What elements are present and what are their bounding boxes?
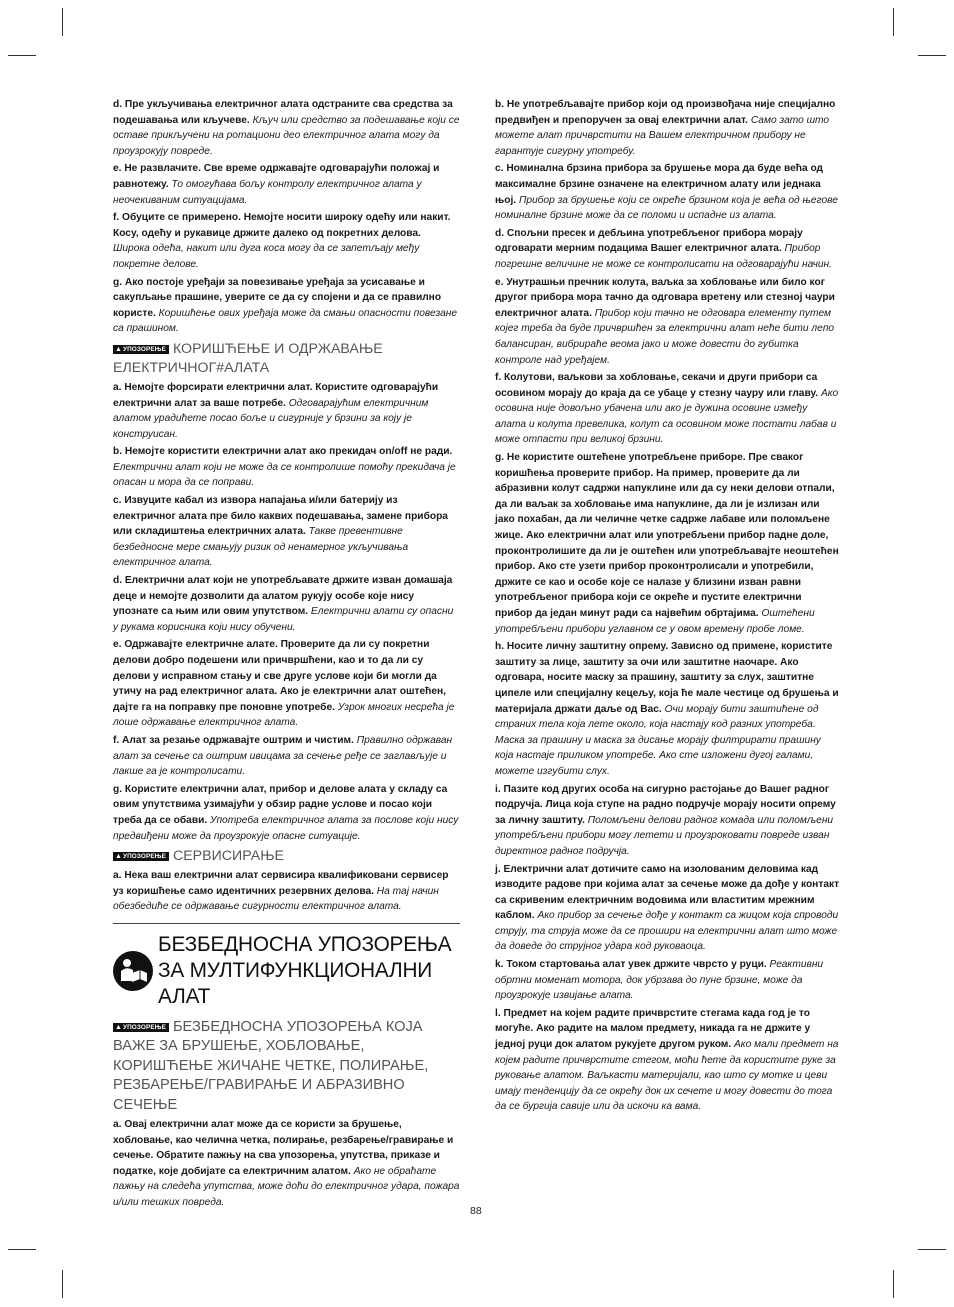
item-instruction: d. Пре укључивања електричног алата одстраните сва средства за подешавања или кључеве. xyxy=(113,99,453,126)
item-explanation: Ако мали предмет на којем радите причврстите стегом, моћи ћете да користите руке за руковање алатом. Ваљкасти материјали, као што су мотке и цеви имају тенденцију да се окрећу док их сечете и могу довести до тога да се бургија савије или да искочи ка вама. xyxy=(495,1039,839,1113)
warning-badge: ▲УПОЗОРЕЊЕ xyxy=(113,345,169,354)
list-item xyxy=(495,862,840,956)
right-items xyxy=(495,97,840,1115)
main-title: БЕЗБЕДНОСНА УПОЗОРЕЊА ЗА МУЛТИФУНКЦИОНАЛНИ АЛАТ xyxy=(158,932,452,1008)
crop-mark xyxy=(8,55,36,56)
item-instruction: a. Немојте форсирати електрични алат. Користите одговарајући електрични алат за ваше потребе. xyxy=(113,381,439,409)
item-explanation: Широка одећа, накит или дуга коса могу да се запетљају међу покретне делове. xyxy=(113,243,420,270)
section-heading-service: ▲УПОЗОРЕЊЕ СЕРВИСИРАЊЕ xyxy=(115,848,284,865)
item-explanation: Правилно одржаван алат за сечење са оштрим ивицама за сечење ређе се заглављује и лакше га је контролисати. xyxy=(113,734,453,778)
grinding-items xyxy=(113,1117,460,1211)
item-explanation: Коришћење ових уређаја може да смањи опасности повезане са прашином. xyxy=(113,307,458,335)
list-item xyxy=(113,161,460,208)
item-instruction: l. Предмет на којем радите причврстите стегама када год је то могуће. Ако радите на малом предмету, никада га не држите у једној руци док алатом рукујете другом руком. xyxy=(495,1007,811,1051)
item-explanation: То омогућава бољу контролу електричног алата у неочекиваним ситуацијама. xyxy=(113,178,422,206)
warning-triangle-icon: ▲ xyxy=(115,1023,123,1031)
crop-mark xyxy=(918,1249,946,1250)
item-explanation: Такве превентивне безбедносне мере смањују ризик од ненамерног укључивања електричног алата. xyxy=(113,526,409,569)
item-explanation: Ако не обраћате пажњу на следећа упутства, може доћи до електричног удара, пожара и/или тешких повреда. xyxy=(113,1165,460,1208)
list-item xyxy=(495,450,840,637)
list-item xyxy=(495,226,840,273)
list-item xyxy=(495,161,840,223)
page-number: 88 xyxy=(470,1205,482,1217)
item-instruction: b. Не употребљавајте прибор који од произвођача није специјално предвиђен и препоручен за овај електрични алат. xyxy=(495,99,836,126)
item-instruction: a. Нека ваш електрични алат сервисира квалификовани сервисер уз коришћење само идентичних резервних делова. xyxy=(113,870,449,897)
list-item xyxy=(113,493,460,571)
item-explanation: Ако осовина није довољно убачена или ако је дужина осовине између алата и колута превелика, колут са осовином може постати лабав и може отпасти при великој брзини. xyxy=(495,387,839,446)
item-explanation: Електрични алат који не може да се контролише помоћу прекидача је опасан и мора да се поправи. xyxy=(113,461,456,489)
section-heading-grinding: ▲УПОЗОРЕЊЕ БЕЗБЕДНОСНА УПОЗОРЕЊА КОЈА ВАЖЕ ЗА БРУШЕЊЕ, ХОБЛОВАЊЕ, КОРИШЋЕЊЕ ЖИЧАНЕ ЧЕТКЕ, ПОЛИРАЊЕ, РЕЗБАРЕЊЕ/ГРАВИРАЊЕ И АБРАЗИВНО СЕЧЕЊЕ xyxy=(113,1018,429,1113)
crop-mark xyxy=(62,8,63,36)
item-explanation: Прибор за брушење који се окреће брзином која је већа од његове номиналне брзине може да се поломи и испадне из алата. xyxy=(495,194,838,222)
warning-badge: ▲УПОЗОРЕЊЕ xyxy=(113,852,169,861)
item-explanation: Прибор који тачно не одговара елементу путем којег треба да буде причвршћен за електрични алат неће бити лепо балансиран, вибрираће веома јако и може довести до губитка контроле над уређајем. xyxy=(495,307,835,366)
item-explanation: Кључ или средство за подешавање који се оставе прикључени на ротациони део електричног алата могу да проузрокују повреде. xyxy=(113,114,460,157)
item-instruction: d. Електрични алат који не употребљавате држите изван домашаја деце и немојте дозволити да алатом рукују особе које нису упознате са њим или овим упутством. xyxy=(113,575,453,618)
list-item xyxy=(495,97,840,159)
item-instruction: d. Спољни пресек и дебљина употребљеног прибора морају одговарати мерним подацима Вашег електричног алата. xyxy=(495,227,803,255)
item-explanation: Реактивни обртни моменат мотора, док убрзава до пуне брзине, може да проузрокује извијање алата. xyxy=(495,959,824,1002)
section-divider xyxy=(113,923,460,924)
list-item xyxy=(113,637,460,731)
item-instruction: g. Ако постоје уређаји за повезивање уређаја за усисавање и сакупљање прашине, уверите се да су спојени и да се правилно користе. xyxy=(113,276,442,319)
list-item xyxy=(495,370,840,448)
item-instruction: h. Носите личну заштитну опрему. Зависно од примене, користите заштиту за лице, заштиту за очи или заштитне наочаре. Ако одговара, носите маску за прашину, заштиту за слух, заштитне ципеле или специјалну кецељу, која ће мале честице од брушења и материјала држати даље од Вас. xyxy=(495,641,839,715)
item-explanation: Електрични алати су опасни у рукама корисника који нису обучени. xyxy=(113,606,454,633)
item-explanation: Само зато што можете алат причврстити на Вашем електричном прибору не гарантује сигурну употребу. xyxy=(495,114,830,157)
item-instruction: b. Немојте користити електрични алат ако прекидач on/off не ради. xyxy=(113,446,453,458)
item-explanation: Узрок многих несрећа је лоше одржавање електричног алата. xyxy=(113,701,455,729)
item-instruction: f. Алат за резање одржавајте оштрим и чистим. xyxy=(113,734,354,746)
item-instruction: e. Унутрашњи пречник колута, ваљка за хобловање или било ког другог прибора мора тачно да одговара вретену или стезној чаури електричног алата. xyxy=(495,276,835,319)
list-item xyxy=(495,782,840,860)
list-item xyxy=(113,444,460,491)
item-instruction: e. Одржавајте електричне алате. Проверите да ли су покретни делови добро подешени или причвршћени, као и то да ли су делови у исправном стању и све друге услове који би могли да утичу на рад електричног алата. Ако је електрични алат оштећен, дајте га на поправку пре поновне употребе. xyxy=(113,639,446,713)
list-item xyxy=(495,957,840,1004)
item-explanation: Ако прибор за сечење дође у контакт са жицом која спроводи струју, та струја може да се прошири на електрични алат што може да доведе до струјног удара код руковаоца. xyxy=(495,910,839,953)
item-explanation: Употреба електричног алата за послове који нису предвиђени може да проузрокује опасне ситуације. xyxy=(113,814,459,842)
crop-mark xyxy=(8,1249,36,1250)
main-title-block xyxy=(113,932,460,1010)
item-explanation: Очи морају бити заштићене од страних тела која лете около, која настају код разних употреба. Маска за прашину и маска за дисање морају филтрирати прашину која настаје приликом употребе. Ако сте изложени дугој галами, можете изгубити слух. xyxy=(495,703,821,777)
right-column xyxy=(495,97,840,1117)
list-item xyxy=(113,97,460,159)
crop-mark xyxy=(62,1270,63,1298)
item-explanation: Поломљени делови радног комада или поломљени употребљени прибори могу летети и проузроковати повреде изван директног радног подручја. xyxy=(495,814,834,857)
warning-badge: ▲УПОЗОРЕЊЕ xyxy=(113,1023,169,1032)
crop-mark xyxy=(918,55,946,56)
item-instruction: g. Користите електрични алат, прибор и делове алата у складу са овим упутствима узимајући у обзир радне услове и посао који треба да се обави. xyxy=(113,783,448,826)
list-item xyxy=(113,782,460,844)
list-item xyxy=(113,868,460,915)
warning-triangle-icon: ▲ xyxy=(115,853,123,861)
item-instruction: f. Обуците се примерено. Немојте носити широку одећу или накит. Косу, одећу и рукавице држите далеко од покретних делова. xyxy=(113,212,451,239)
list-item xyxy=(113,275,460,337)
item-explanation: Одговарајућим електричним алатом урадићете посао боље и сигурније у брзини за коју је конструисан. xyxy=(113,397,429,440)
list-item xyxy=(495,275,840,369)
warning-triangle-icon: ▲ xyxy=(115,345,123,353)
item-instruction: c. Номинална брзина прибора за брушење мора да буде већа од максималне брзине означене на електричном алату или једнака њој. xyxy=(495,163,824,206)
left-column xyxy=(113,97,460,1213)
list-item xyxy=(113,733,460,780)
item-explanation: На тај начин обезбедиће се одржавање сигурности електричног алата. xyxy=(113,885,439,913)
crop-mark xyxy=(893,1270,894,1298)
item-instruction: a. Овај електрични алат може да се користи за брушење, хобловање, као челична четка, полирање, резбарење/гравирање и сечење. Обратите пажњу на сва упозорења, упутства, приказе и податке, које добијате са електричним алатом. xyxy=(113,1118,454,1177)
item-instruction: g. Не користите оштећене употребљене приборе. Пре сваког коришћења проверите прибор. На пример, проверите да ли абразивни колут садржи напуклине или да су неки делови отпали, да ли ваљак за хобловање има напуклине, да ли је излизан или јако похабан, да ли челичне четке садрже лабаве или поломљене жице. Ако електрични алат или употребљени прибор падне доле, проконтролишите да ли је оштећен или употребљавајте неоштећен прибор. Ако сте узети прибор проконтролисали и употребили, држите се као и особе које се налазе у близини изван равни употребљеног прибора који се окреће и пустите електрични прибор да један минут ради са највећим обртајима. xyxy=(495,452,839,619)
list-item xyxy=(113,210,460,272)
item-explanation: Прибор погрешне величине не може се контролисати на одговарајући начин. xyxy=(495,243,832,270)
item-instruction: f. Колутови, ваљкови за хобловање, секачи и други прибори са осовином морају до краја да се убаце у стезну чауру или главу. xyxy=(495,372,819,399)
item-instruction: i. Пазите код других особа на сигурно растојање до Вашег радног подручја. Лица која ступе на радно подручје морају носити опрему за личну заштиту. xyxy=(495,783,836,826)
item-instruction: c. Извуците кабал из извора напајања и/или батерију из електричног алата пре било каквих подешавања, замене прибора или складиштења електричних алата. xyxy=(113,495,448,538)
read-manual-icon xyxy=(113,951,153,991)
list-item xyxy=(495,1006,840,1115)
item-instruction: j. Електрични алат дотичите само на изолованим деловима кад изводите радове при којима алат за сечење може да дође у контакт са скривеним електричним водовима или властитим мрежним каблом. xyxy=(495,863,840,922)
list-item xyxy=(495,639,840,779)
section-heading-use-maintenance: ▲УПОЗОРЕЊЕ КОРИШЋЕЊЕ И ОДРЖАВАЊЕ ЕЛЕКТРИЧНОГ#АЛАТА xyxy=(113,340,383,376)
list-item xyxy=(113,573,460,635)
use-maintenance-items xyxy=(113,380,460,844)
item-instruction: e. Не развлачите. Све време одржавајте одговарајући положај и равнотежу. xyxy=(113,163,440,190)
list-item xyxy=(113,1117,460,1211)
list-item xyxy=(113,380,460,442)
crop-mark xyxy=(893,8,894,36)
intro-items xyxy=(113,97,460,337)
service-items xyxy=(113,868,460,915)
item-explanation: Оштећени употребљени прибори углавном се у овом времену пробе ломе. xyxy=(495,608,815,635)
item-instruction: k. Током стартовања алат увек држите чврсто у руци. xyxy=(495,959,767,971)
